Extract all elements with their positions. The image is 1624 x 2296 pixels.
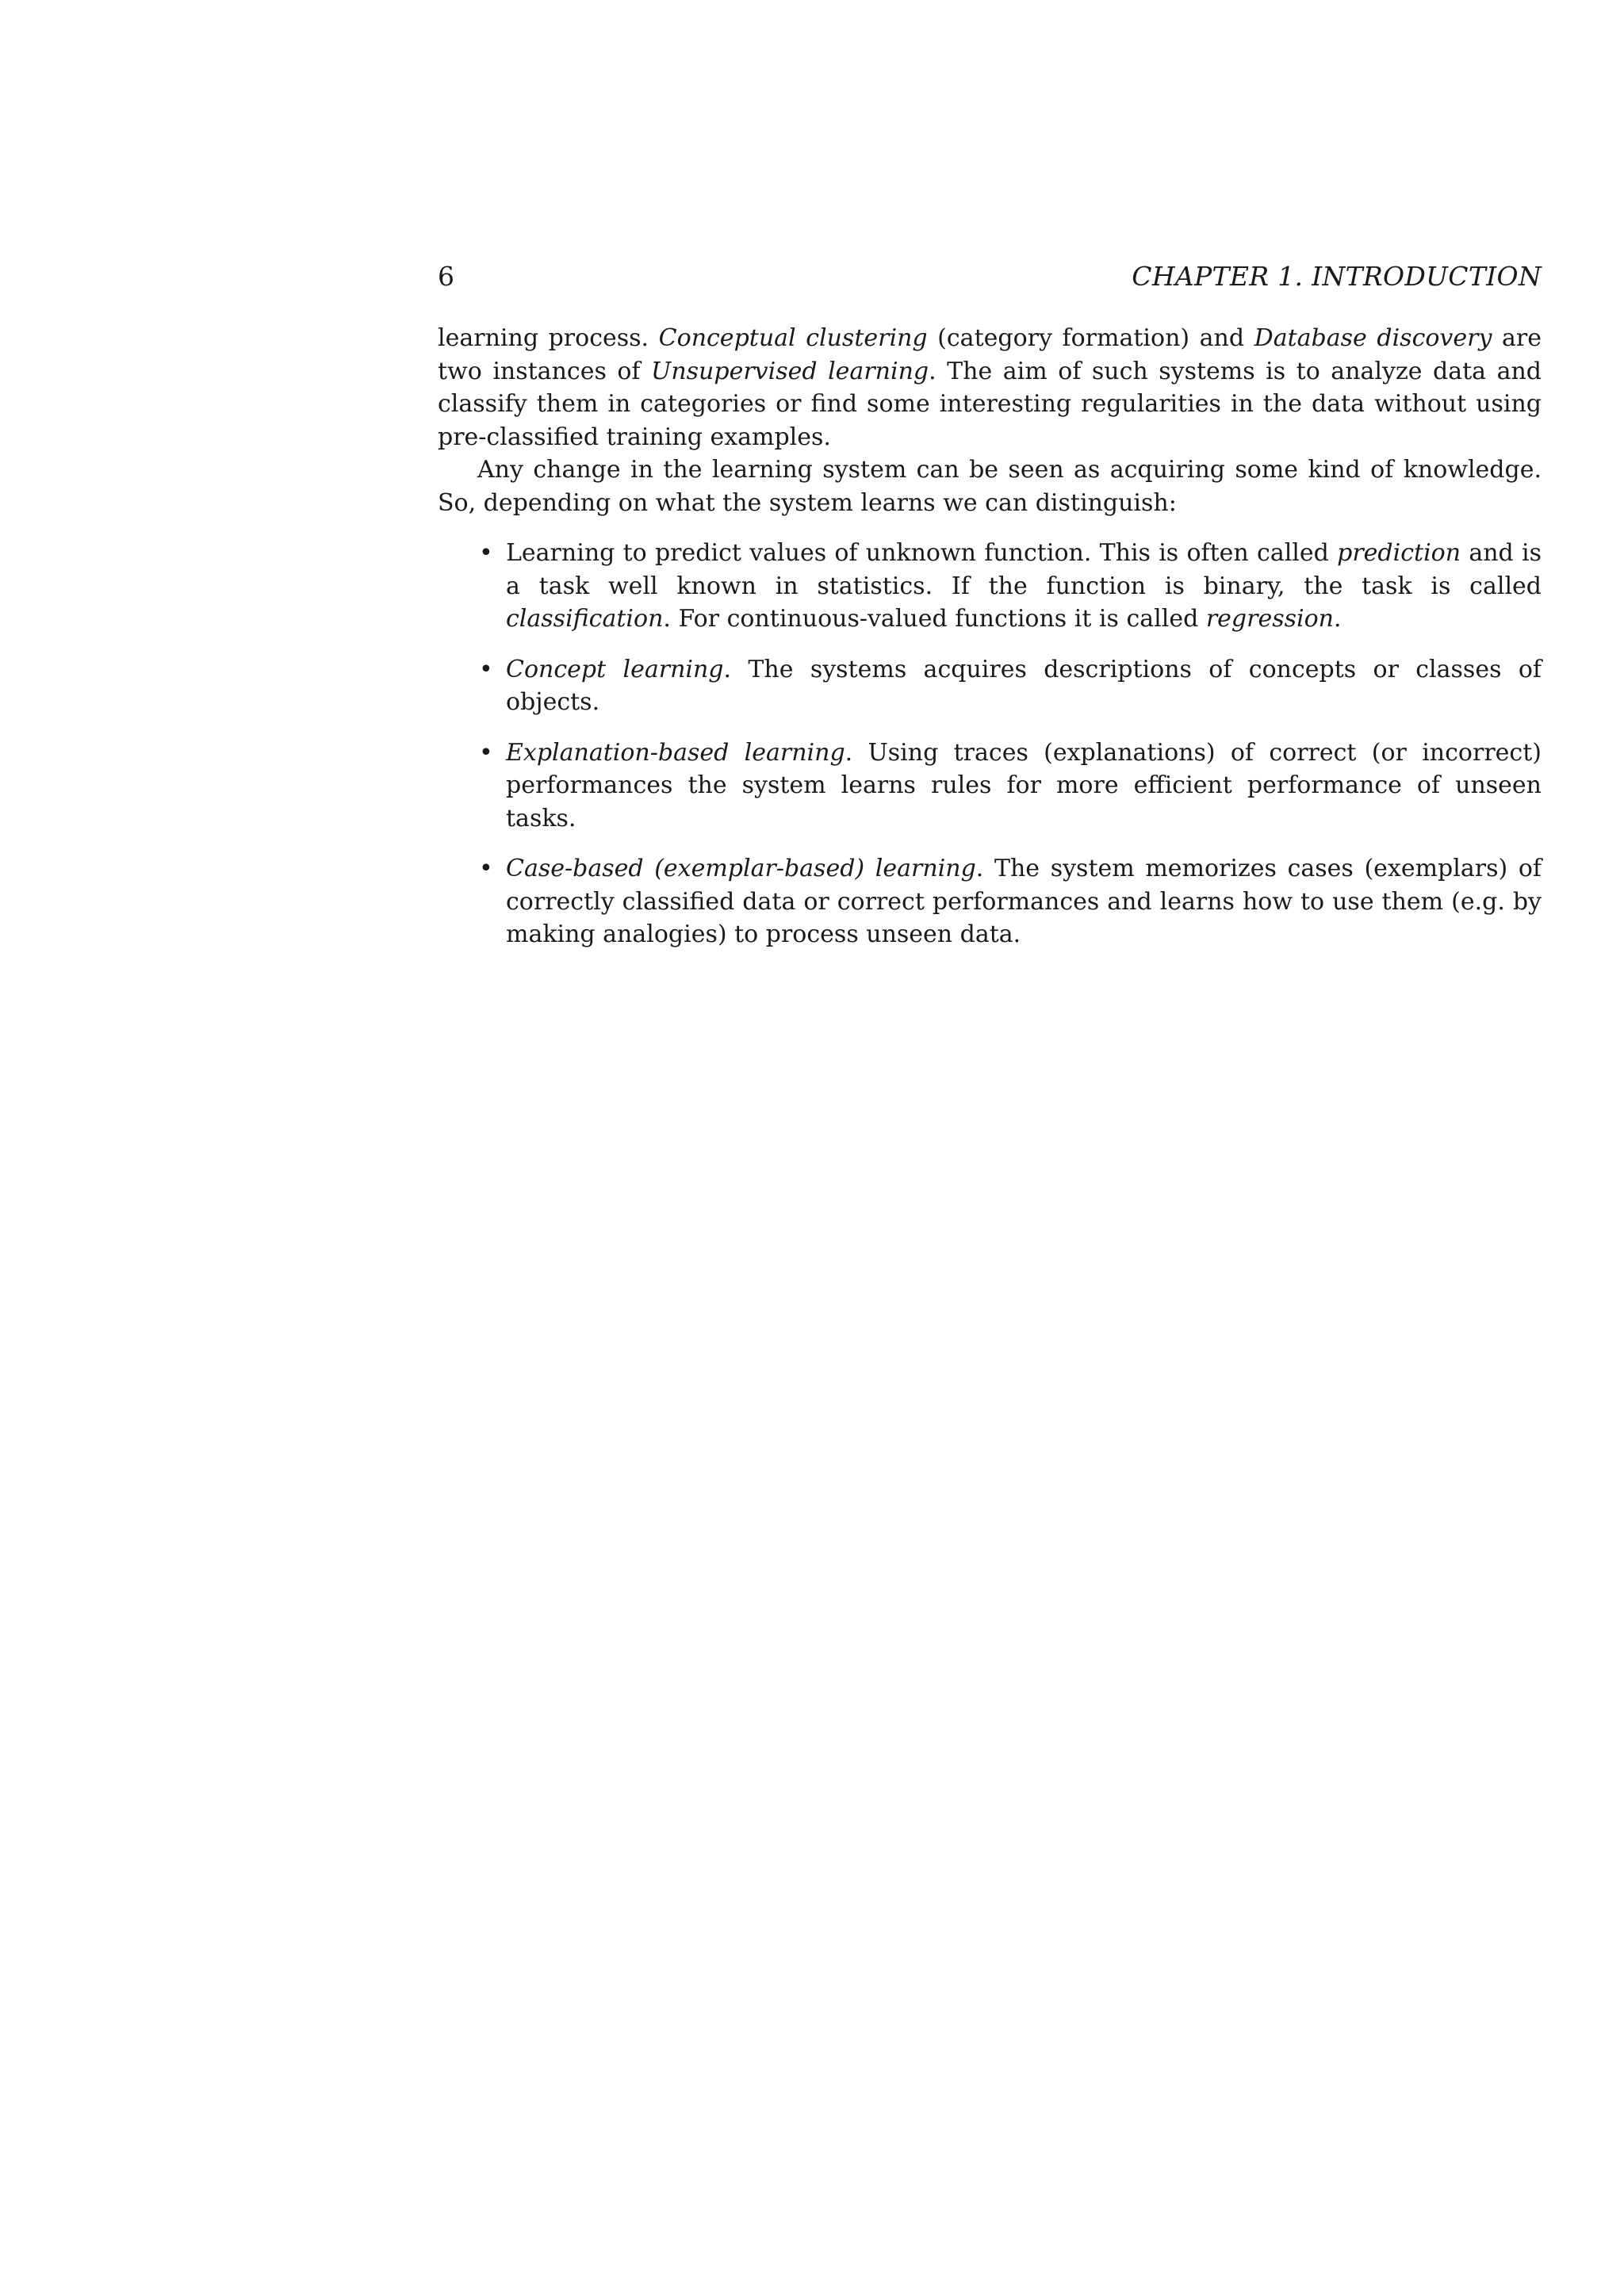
paragraph-2: Any change in the learning system can be seen as acquiring some kind of knowledge. So, depending on what the system learns we can distinguish: (438, 456, 1542, 517)
emphasis: Explanation-based learning (506, 738, 845, 767)
bullet-icon: • (479, 738, 493, 767)
text-run: are two instances of (438, 324, 1542, 385)
paragraph-1 (438, 322, 1542, 453)
bullet-icon: • (479, 655, 493, 683)
chapter-title: CHAPTER 1. INTRODUCTION (1132, 261, 1542, 292)
text-run: . The systems acquires descriptions of concepts or classes of objects. (506, 655, 1542, 716)
text-run: . (1334, 605, 1342, 633)
list-item (479, 852, 1542, 951)
emphasis: classification (506, 605, 664, 633)
emphasis: Concept learning (506, 655, 724, 683)
emphasis: Unsupervised learning (651, 357, 929, 385)
list-item (479, 737, 1542, 836)
list-item (479, 537, 1542, 636)
bullet-list (438, 537, 1542, 951)
emphasis: Case-based (exemplar-based) learning (506, 855, 976, 882)
body-text (438, 322, 1542, 951)
running-header (438, 260, 1542, 293)
text-run: (category formation) and (927, 324, 1254, 352)
text-run: . Using traces (explanations) of correct (or incorrect) performances the system learns rules for more efficient performance of unseen tasks. (506, 738, 1542, 832)
text-run: . The aim of such systems is to analyze data and classify them in categories or find some interesting regularities in the data without using pre-classified training examples. (438, 357, 1542, 451)
emphasis: Database discovery (1254, 324, 1492, 352)
list-item (479, 653, 1542, 719)
bullet-icon: • (479, 855, 493, 882)
text-run: . The system memorizes cases (exemplars) of correctly classified data or correct performances and learns how to use them (e.g. by making analogies) to process unseen data. (506, 855, 1542, 948)
page-number: 6 (438, 261, 454, 292)
emphasis: Conceptual clustering (658, 324, 928, 352)
text-run: Learning to predict values of unknown function. This is often called (506, 539, 1338, 567)
text-run: learning process. (438, 324, 659, 352)
bullet-icon: • (479, 539, 493, 567)
document-page (438, 260, 1542, 969)
text-run: and is a task well known in statistics. If the function is binary, the task is called (506, 539, 1542, 600)
text-run: . For continuous-valued functions it is called (663, 605, 1206, 633)
emphasis: prediction (1337, 539, 1461, 567)
emphasis: regression (1205, 605, 1334, 633)
